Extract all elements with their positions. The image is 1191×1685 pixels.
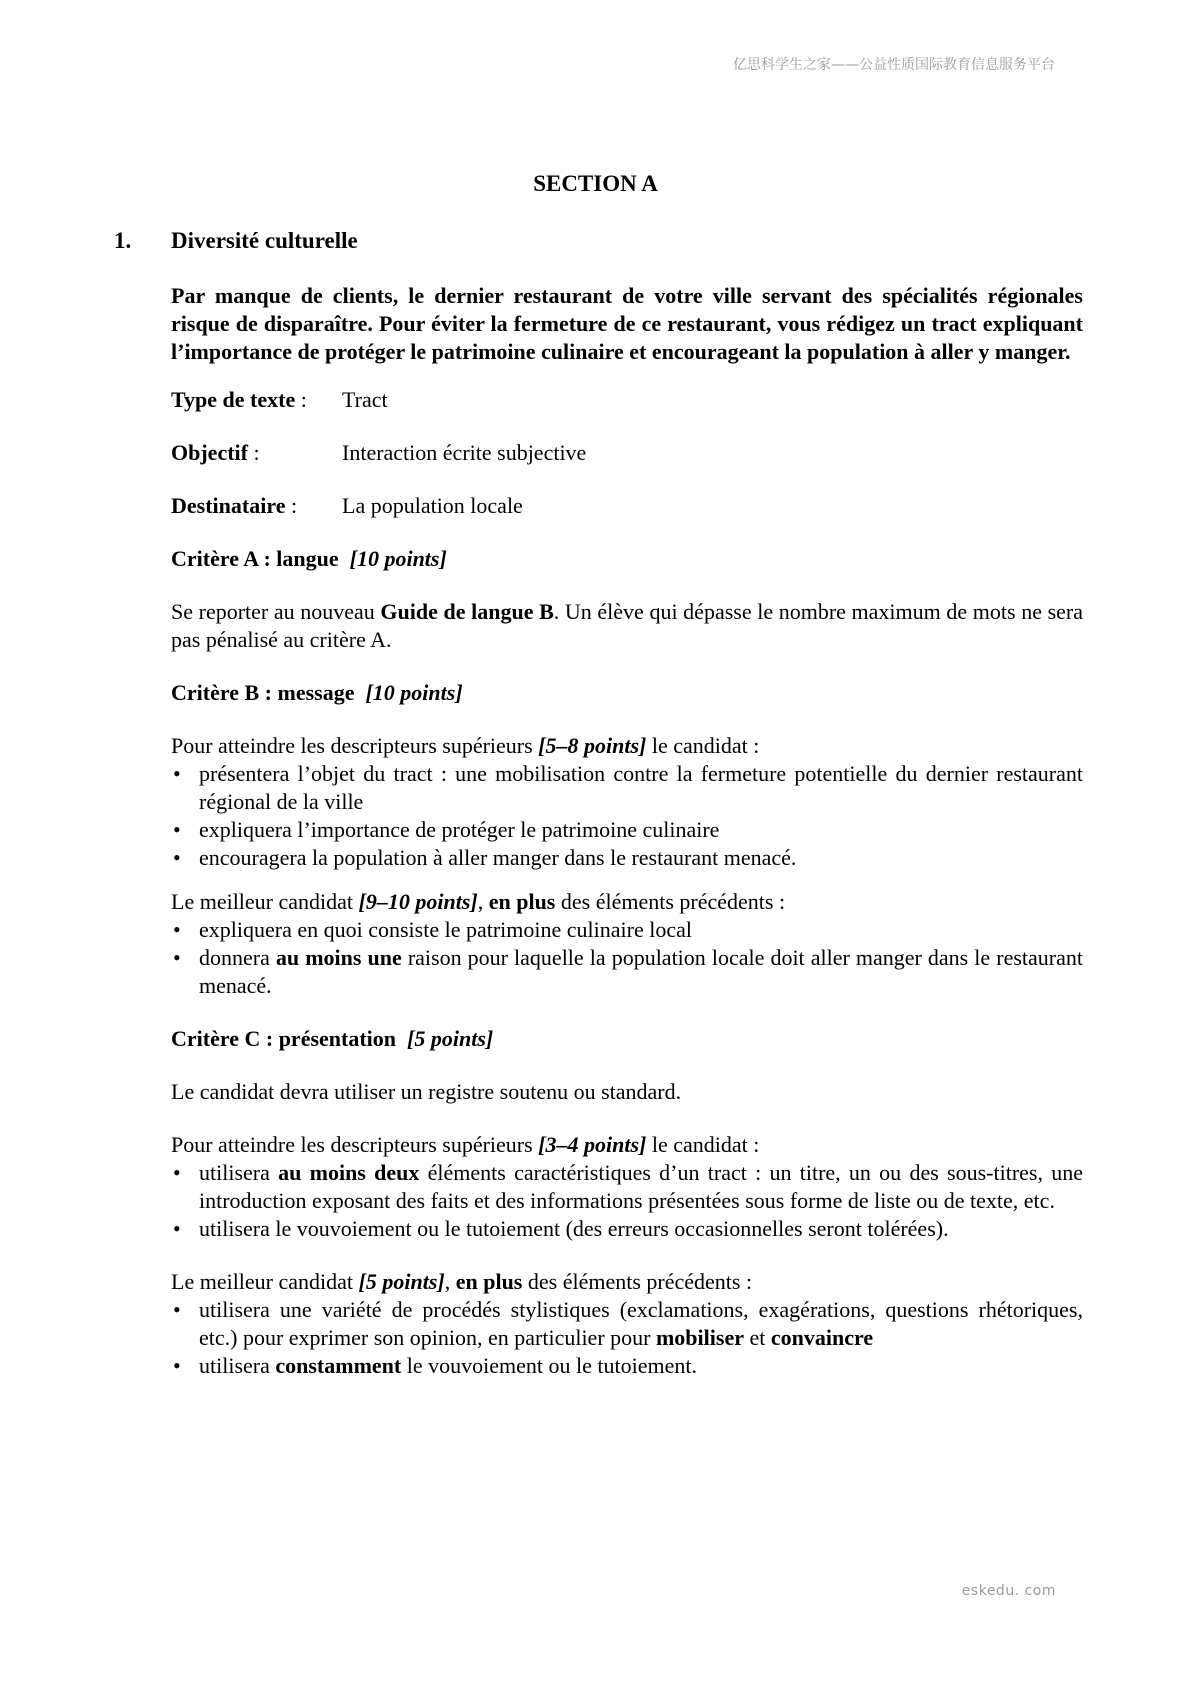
list-item: • expliquera l’importance de protéger le patrimoine culinaire (171, 816, 1083, 844)
footer-site: eskedu. com (961, 1583, 1056, 1599)
list-item: • présentera l’objet du tract : une mobilisation contre la fermeture potentielle du dernier restaurant régional de la ville (171, 760, 1083, 816)
list-item: • encouragera la population à aller manger dans le restaurant menacé. (171, 844, 1083, 872)
meta-row-type: Type de texte : Tract (171, 387, 388, 412)
criterion-c-points: [5 points] (407, 1026, 494, 1051)
question-number: 1. (114, 228, 132, 253)
criterion-a-text: Se reporter au nouveau Guide de langue B. Un élève qui dépasse le nombre maximum de mots ne sera pas pénalisé au critère A. (171, 599, 1083, 652)
criterion-b-heading: Critère B : message [10 points] (171, 680, 463, 705)
meta-value: Interaction écrite subjective (342, 440, 587, 465)
criterion-c-upper-intro: Pour atteindre les descripteurs supérieurs [3–4 points] le candidat : (171, 1132, 760, 1157)
criterion-c-best-intro: Le meilleur candidat [5 points], en plus des éléments précédents : (171, 1269, 753, 1294)
list-item: • expliquera en quoi consiste le patrimoine culinaire local (171, 916, 1083, 944)
question-title: Diversité culturelle (171, 228, 358, 253)
meta-label: Type de texte (171, 387, 296, 412)
meta-label: Objectif (171, 440, 248, 465)
list-item: • utilisera au moins deux éléments caractéristiques d’un tract : un titre, un ou des sous-titres, une introduction exposant des faits et des informations présentées sous forme de liste ou de texte, etc. (171, 1159, 1083, 1215)
list-item: • donnera au moins une raison pour laquelle la population locale doit aller manger dans le restaurant menacé. (171, 944, 1083, 1000)
criterion-b-upper-intro: Pour atteindre les descripteurs supérieurs [5–8 points] le candidat : (171, 733, 760, 758)
criterion-b-upper-list (171, 760, 1083, 872)
meta-row-recipient: Destinataire : La population locale (171, 493, 523, 518)
watermark-header: 亿思科学生之家——公益性质国际教育信息服务平台 (733, 57, 1055, 73)
meta-label: Destinataire (171, 493, 286, 518)
criterion-c-intro: Le candidat devra utiliser un registre soutenu ou standard. (171, 1079, 682, 1104)
criterion-b-points: [10 points] (365, 680, 463, 705)
task-prompt: Par manque de clients, le dernier restaurant de votre ville servant des spécialités régionales risque de disparaître. Pour éviter la fermeture de ce restaurant, vous rédigez un tract expliquant l’importance de protéger le patrimoine culinaire et encourageant la population à aller y manger. (171, 283, 1083, 364)
criterion-b-best-list (171, 916, 1083, 1000)
criterion-a-heading: Critère A : langue [10 points] (171, 546, 447, 571)
criterion-b-best-intro: Le meilleur candidat [9–10 points], en plus des éléments précédents : (171, 889, 786, 914)
question-content (171, 282, 1083, 1380)
criterion-c-heading: Critère C : présentation [5 points] (171, 1026, 494, 1051)
meta-value: La population locale (342, 493, 523, 518)
criterion-c-upper-list (171, 1159, 1083, 1243)
section-title: SECTION A (533, 171, 658, 196)
list-item: • utilisera constamment le vouvoiement ou le tutoiement. (171, 1352, 1083, 1380)
list-item: • utilisera le vouvoiement ou le tutoiement (des erreurs occasionnelles seront tolérées). (171, 1215, 1083, 1243)
criterion-c-best-list (171, 1296, 1083, 1380)
list-item: • utilisera une variété de procédés stylistiques (exclamations, exagérations, questions rhétoriques, etc.) pour exprimer son opinion, en particulier pour mobiliser et convaincre (171, 1296, 1083, 1352)
meta-row-objective: Objectif : Interaction écrite subjective (171, 440, 587, 465)
criterion-a-points: [10 points] (349, 546, 447, 571)
meta-value: Tract (342, 387, 388, 412)
